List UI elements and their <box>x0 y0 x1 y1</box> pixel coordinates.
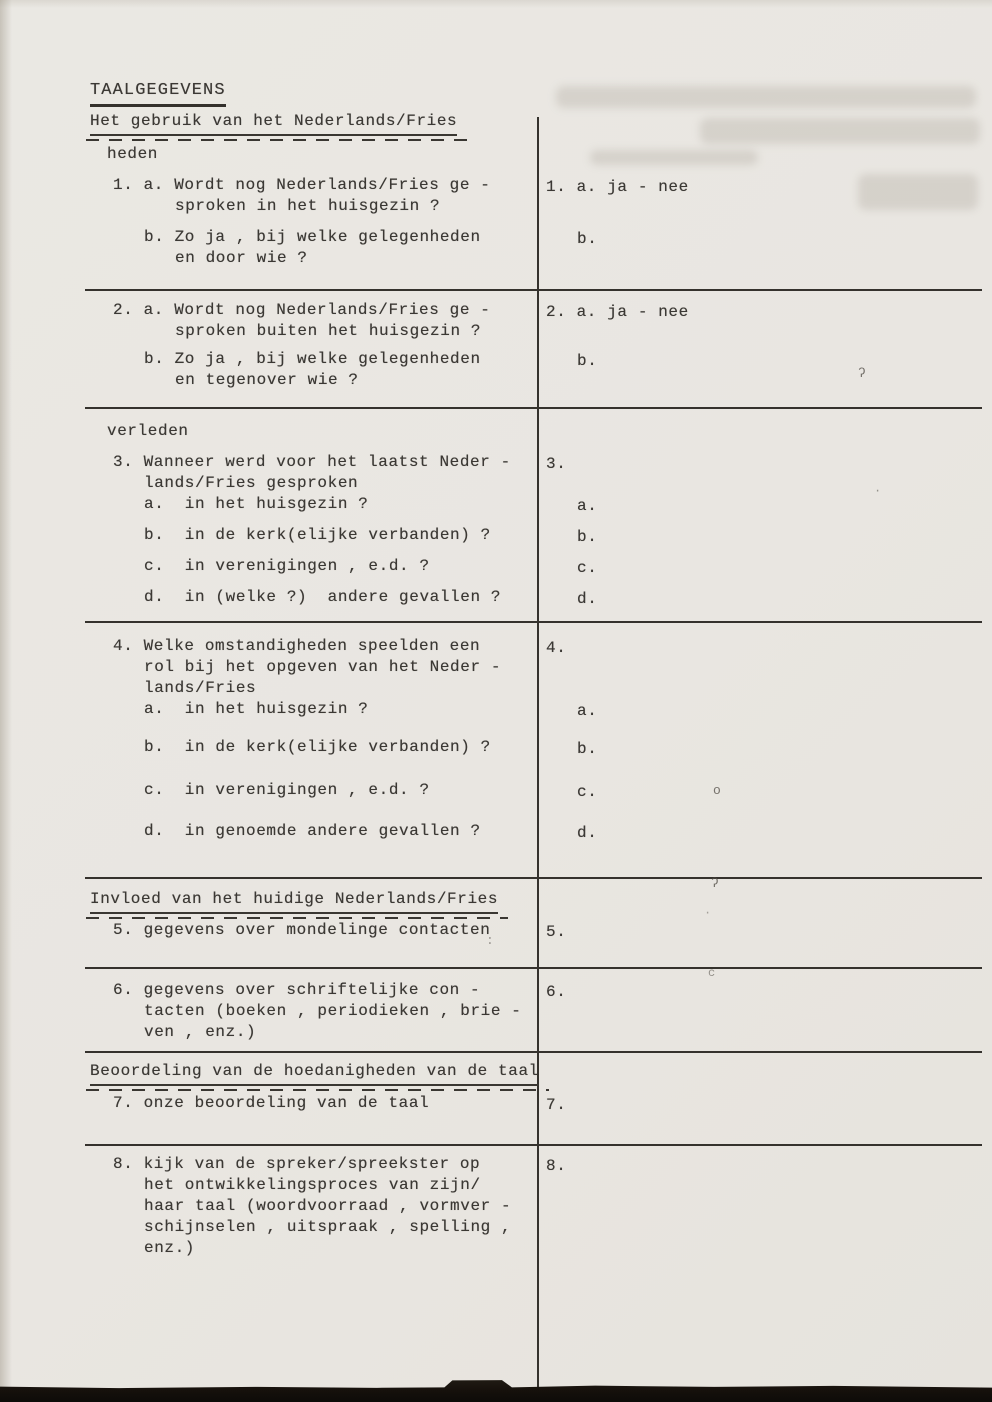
q2-line-1: 2. a. Wordt nog Nederlands/Fries ge - <box>113 301 491 319</box>
paper-left-edge-shadow <box>0 0 12 1402</box>
q8-line-4: schijnselen , uitspraak , spelling , <box>144 1218 512 1236</box>
section-heading-usage: Het gebruik van het Nederlands/Fries <box>90 111 457 136</box>
q4-item-a: a. in het huisgezin ? <box>144 700 369 718</box>
q4-item-b: b. in de kerk(elijke verbanden) ? <box>144 738 491 756</box>
q4-answer-number: 4. <box>546 639 567 657</box>
section-heading-influence: Invloed van het huidige Nederlands/Fries <box>90 889 498 914</box>
q3-line-2: lands/Fries gesproken <box>144 474 359 492</box>
q2-line-3: b. Zo ja , bij welke gelegenheden <box>144 350 481 368</box>
scan-smudge <box>556 86 976 108</box>
q2-answer-a: 2. a. ja - nee <box>546 303 689 321</box>
q1-line-1: 1. a. Wordt nog Nederlands/Fries ge - <box>113 176 491 194</box>
q4-line-1: 4. Welke omstandigheden speelden een <box>113 637 481 655</box>
q3-answer-number: 3. <box>546 455 567 473</box>
scan-smudge <box>858 174 978 210</box>
q3-item-c: c. in verenigingen , e.d. ? <box>144 557 430 575</box>
q1-line-4: en door wie ? <box>175 249 308 267</box>
scan-artifact: o <box>713 783 721 798</box>
section-divider-1 <box>85 289 982 291</box>
q6-answer-number: 6. <box>546 983 567 1001</box>
section-heading-assessment: Beoordeling van de hoedanigheden van de taal <box>90 1061 539 1086</box>
q4-item-c: c. in verenigingen , e.d. ? <box>144 781 430 799</box>
q4-line-3: lands/Fries <box>144 679 257 697</box>
q4-answer-a: a. <box>577 702 598 720</box>
q5-answer-number: 5. <box>546 923 567 941</box>
q3-answer-c: c. <box>577 559 598 577</box>
q4-item-d: d. in genoemde andere gevallen ? <box>144 822 481 840</box>
scan-artifact: ʔ <box>858 366 866 381</box>
section-divider-5 <box>85 967 982 969</box>
q2-line-2: sproken buiten het huisgezin ? <box>175 322 482 340</box>
q1-answer-b: b. <box>577 230 598 248</box>
scanner-background-strip <box>0 1378 992 1402</box>
q8-line-3: haar taal (woordvoorraad , vormver - <box>144 1197 512 1215</box>
q6-line-2: tacten (boeken , periodieken , brie - <box>144 1002 522 1020</box>
page-title: TAALGEGEVENS <box>90 80 226 107</box>
q8-answer-number: 8. <box>546 1157 567 1175</box>
paper-top-edge-shadow <box>0 0 992 8</box>
q7-answer-number: 7. <box>546 1096 567 1114</box>
q4-line-2: rol bij het opgeven van het Neder - <box>144 658 502 676</box>
scan-smudge <box>700 118 980 144</box>
section-divider-4 <box>85 877 982 879</box>
section-divider-6 <box>85 1051 982 1053</box>
q6-line-3: ven , enz.) <box>144 1023 257 1041</box>
q3-answer-d: d. <box>577 590 598 608</box>
q7-line-1: 7. onze beoordeling van de taal <box>113 1094 430 1112</box>
q3-answer-a: a. <box>577 497 598 515</box>
q5-line-1: 5. gegevens over mondelinge contacten <box>113 921 491 939</box>
q1-answer-a: 1. a. ja - nee <box>546 178 689 196</box>
scan-artifact: c <box>708 966 716 980</box>
q3-line-1: 3. Wanneer werd voor het laatst Neder - <box>113 453 511 471</box>
section-divider-7 <box>85 1144 982 1146</box>
q1-line-3: b. Zo ja , bij welke gelegenheden <box>144 228 481 246</box>
subheading-present: heden <box>107 145 159 163</box>
subheading-past: verleden <box>107 422 189 440</box>
q6-line-1: 6. gegevens over schriftelijke con - <box>113 981 481 999</box>
q8-line-2: het ontwikkelingsproces van zijn/ <box>144 1176 481 1194</box>
q8-line-1: 8. kijk van de spreker/spreekster op <box>113 1155 481 1173</box>
scan-artifact: : <box>486 933 494 948</box>
section-divider-2 <box>85 407 982 409</box>
q2-line-4: en tegenover wie ? <box>175 371 359 389</box>
column-divider-line <box>537 117 539 1388</box>
scan-artifact: · <box>874 484 882 498</box>
scan-artifact: · <box>704 906 712 920</box>
section-divider-3 <box>85 621 982 623</box>
scan-smudge <box>590 150 758 165</box>
scan-artifact: ʔ <box>711 876 719 891</box>
q1-line-2: sproken in het huisgezin ? <box>175 197 441 215</box>
q4-answer-b: b. <box>577 740 598 758</box>
q2-answer-b: b. <box>577 352 598 370</box>
q3-item-a: a. in het huisgezin ? <box>144 495 369 513</box>
q4-answer-c: c. <box>577 783 598 801</box>
q3-item-b: b. in de kerk(elijke verbanden) ? <box>144 526 491 544</box>
q3-item-d: d. in (welke ?) andere gevallen ? <box>144 588 502 606</box>
q3-answer-b: b. <box>577 528 598 546</box>
q4-answer-d: d. <box>577 824 598 842</box>
q8-line-5: enz.) <box>144 1239 196 1257</box>
